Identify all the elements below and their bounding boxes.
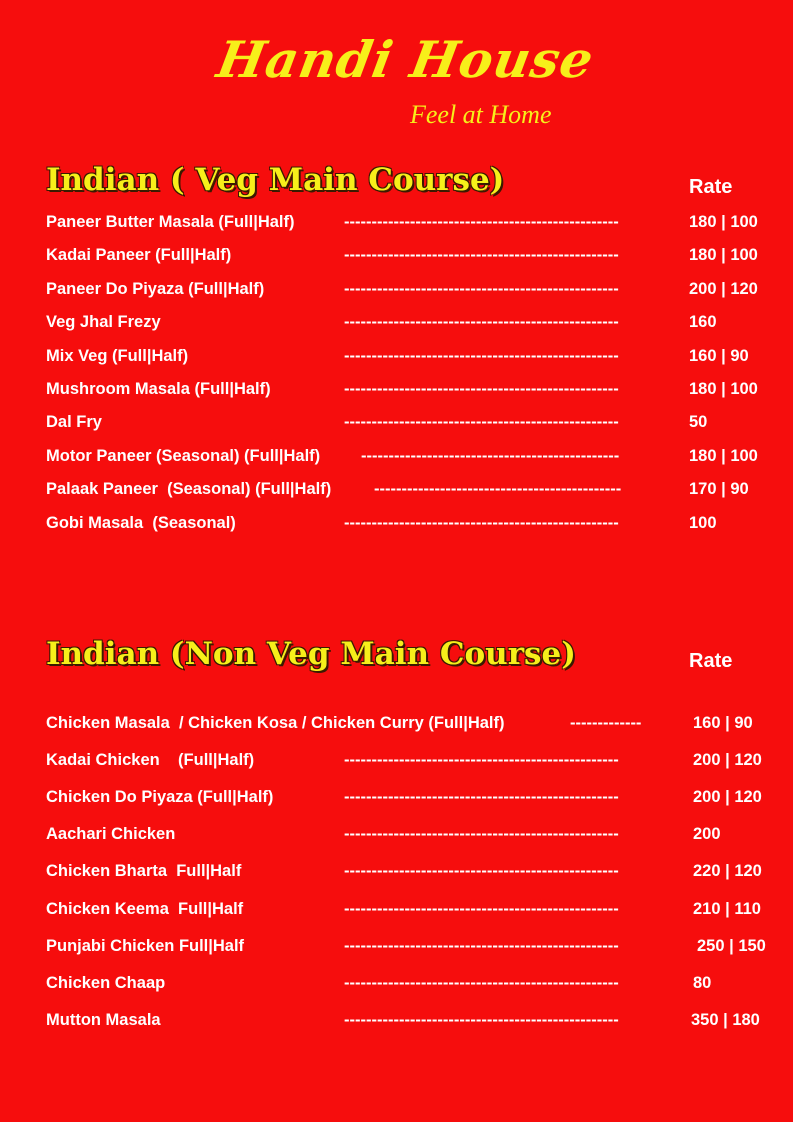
menu-item-row [0,514,793,536]
menu-item-price: 160 [689,313,717,332]
menu-item-price: 350 | 180 [691,1010,760,1029]
menu-item-price: 170 | 90 [689,480,749,499]
menu-item-leader: -------------------------------------------------- [344,513,619,532]
menu-item-leader: -------------------------------------------------- [344,279,619,298]
brand-tagline: Feel at Home [410,100,552,129]
menu-item-row [0,714,793,736]
menu-item-leader: -------------------------------------------------- [344,213,619,231]
menu-item-row [0,347,793,369]
nonveg-rate-label: Rate [689,650,733,672]
menu-item-price: 220 | 120 [693,862,762,881]
menu-item-price: 100 [689,513,717,532]
menu-item-leader: -------------------------------------------------- [344,899,619,918]
menu-item-price: 80 [693,973,712,992]
menu-item-name: Kadai Chicken (Full|Half) [46,751,255,770]
menu-item-price: 200 | 120 [689,279,758,298]
menu-item-price: 180 | 100 [689,380,758,398]
menu-item-row [0,751,793,773]
menu-item-row [0,313,793,335]
menu-item-row [0,1011,793,1033]
menu-item-name: Punjabi Chicken Full|Half [46,936,245,955]
menu-item-name: Paneer Butter Masala (Full|Half) [46,213,295,231]
menu-item-price: 180 | 100 [689,446,758,465]
menu-item-name: Mushroom Masala (Full|Half) [46,380,271,398]
menu-item-name: Chicken Do Piyaza (Full|Half) [46,788,274,807]
menu-item-name: Dal Fry [46,413,102,432]
menu-item-row [0,480,793,502]
veg-section-title: Indian ( Veg Main Course) [46,162,505,198]
menu-item-row [0,900,793,922]
menu-item-price: 200 | 120 [693,751,762,770]
menu-item-price: 160 | 90 [689,346,749,365]
menu-item-leader: -------------------------------------------------- [344,788,619,807]
menu-item-name: Aachari Chicken [46,825,176,844]
brand-name: Handi House [212,30,599,89]
menu-item-row [0,280,793,302]
menu-item-name: Mutton Masala [46,1010,161,1029]
nonveg-section-title: Indian (Non Veg Main Course) [46,636,576,672]
menu-item-price: 160 | 90 [693,714,753,732]
menu-item-name: Paneer Do Piyaza (Full|Half) [46,279,265,298]
menu-item-leader: ----------------------------------------------- [361,446,620,465]
menu-item-row [0,213,793,235]
menu-item-leader: -------------------------------------------------- [344,751,619,770]
menu-item-name: Kadai Paneer (Full|Half) [46,246,232,265]
menu-item-name: Motor Paneer (Seasonal) (Full|Half) [46,446,321,465]
menu-item-row [0,413,793,435]
menu-item-row [0,246,793,268]
veg-rate-label: Rate [689,176,733,198]
menu-item-leader: -------------------------------------------------- [344,380,619,398]
menu-item-name: Veg Jhal Frezy [46,313,161,332]
menu-item-row [0,974,793,996]
menu-item-row [0,862,793,884]
menu-item-name: Chicken Keema Full|Half [46,899,244,918]
menu-item-leader: ------------- [570,714,642,732]
menu-item-leader: -------------------------------------------------- [344,346,619,365]
menu-item-leader: -------------------------------------------------- [344,246,619,265]
menu-item-price: 180 | 100 [689,246,758,265]
menu-item-name: Gobi Masala (Seasonal) [46,513,236,532]
menu-item-leader: -------------------------------------------------- [344,936,619,955]
menu-item-leader: -------------------------------------------------- [344,313,619,332]
menu-item-name: Mix Veg (Full|Half) [46,346,189,365]
menu-item-price: 50 [689,413,708,432]
menu-item-name: Chicken Chaap [46,973,166,992]
menu-item-name: Chicken Bharta Full|Half [46,862,242,881]
menu-item-price: 200 | 120 [693,788,762,807]
menu-item-price: 250 | 150 [697,936,766,955]
menu-item-leader: -------------------------------------------------- [344,973,619,992]
menu-item-row [0,937,793,959]
menu-item-name: Chicken Masala / Chicken Kosa / Chicken Curry (Full|Half) [46,714,505,732]
menu-item-leader: --------------------------------------------- [374,480,622,499]
menu-item-name: Palaak Paneer (Seasonal) (Full|Half) [46,480,332,499]
menu-item-price: 210 | 110 [693,899,761,918]
menu-item-row [0,788,793,810]
menu-item-price: 200 [693,825,721,844]
menu-item-row [0,447,793,469]
menu-item-leader: -------------------------------------------------- [344,862,619,881]
menu-item-leader: -------------------------------------------------- [344,413,619,432]
menu-item-row [0,825,793,847]
menu-item-leader: -------------------------------------------------- [344,825,619,844]
menu-item-leader: -------------------------------------------------- [344,1010,619,1029]
menu-item-price: 180 | 100 [689,213,758,231]
menu-item-row [0,380,793,402]
